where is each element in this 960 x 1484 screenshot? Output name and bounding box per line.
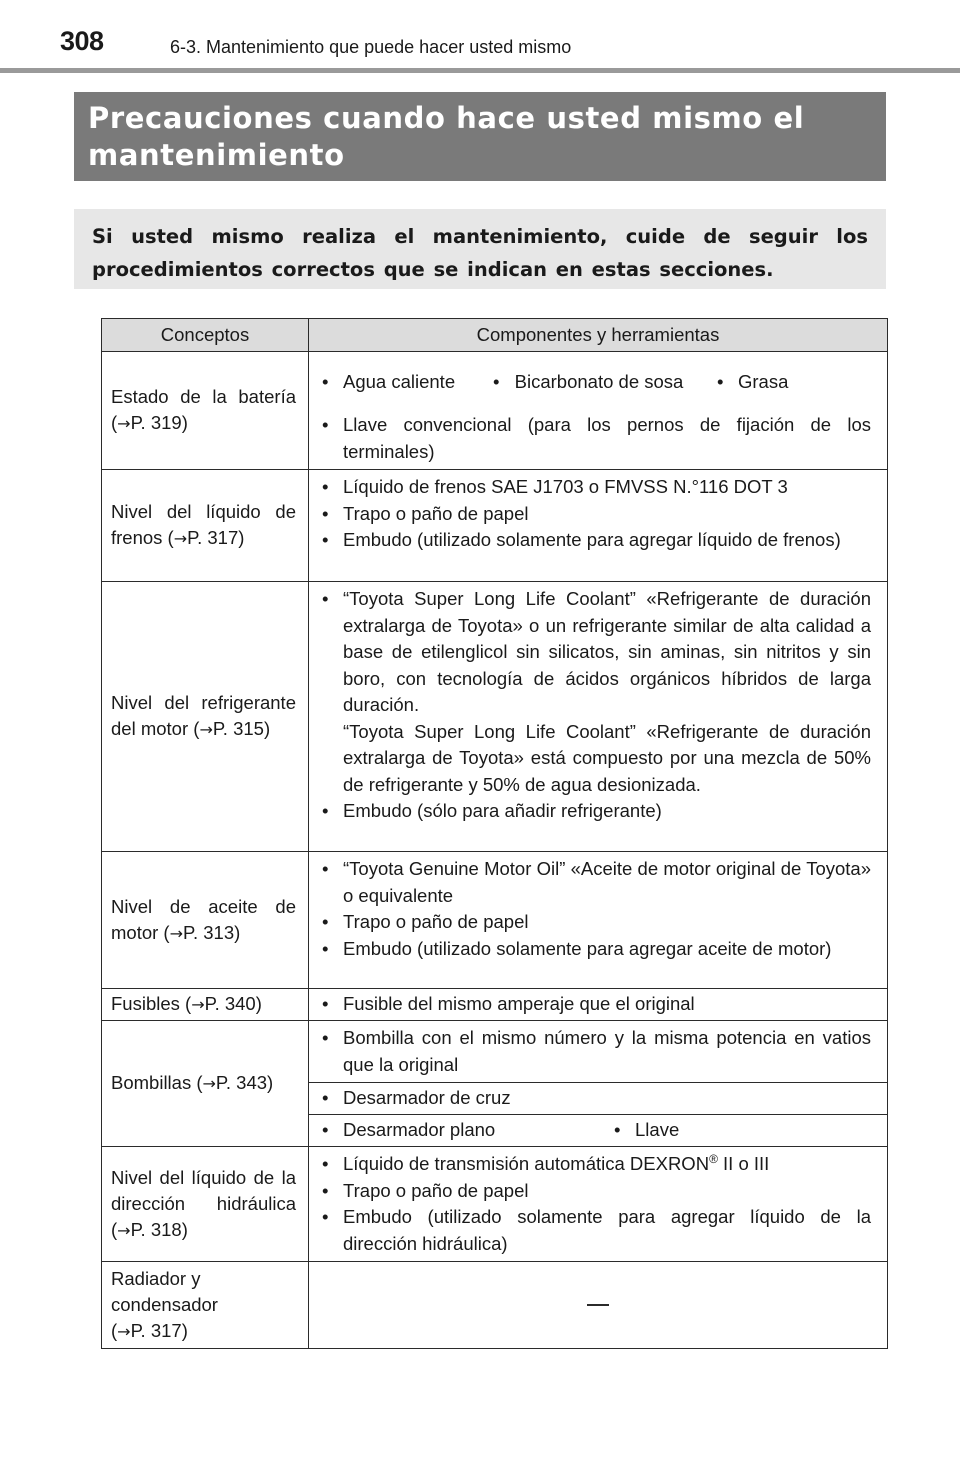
concept-cell: Nivel del líquido de frenos (→P. 317) [102,470,309,582]
list-item: • Embudo (utilizado solamente para agregar líquido de frenos) [317,527,871,554]
table-row [102,582,888,852]
page-reference: P. 317 [187,527,239,548]
list-item: • Trapo o paño de papel [317,909,871,936]
list-item: • Embudo (utilizado solamente para agregar líquido de la dirección hidráulica) [317,1204,871,1257]
concept-cell: Bombillas (→P. 343) [102,1021,309,1147]
list-item: • Bombilla con el mismo número y la misma potencia en vatios que la original [317,1025,871,1078]
item-list [317,586,871,719]
list-item [317,586,871,719]
concept-label: Radiador y condensador [111,1267,218,1315]
arrow-icon: → [173,529,188,548]
page-reference: P. 318 [130,1218,182,1240]
page-reference: P. 319 [130,412,182,433]
table-row [102,852,888,989]
components-cell [309,1021,888,1083]
page-reference: P. 340 [204,993,256,1014]
intro-box [74,209,886,289]
list-item: • Embudo (sólo para añadir refrigerante) [317,798,871,825]
components-cell [309,1147,888,1262]
list-item: • Embudo (utilizado solamente para agregar aceite de motor) [317,936,871,963]
components-cell [309,582,888,852]
components-cell [309,352,888,470]
concept-cell: Estado de la batería (→P. 319) [102,352,309,470]
page-reference: P. 343 [215,1072,268,1093]
concept-label: Fusibles [111,993,180,1014]
concept-label: Nivel del refrigerante del motor [111,692,296,739]
concept-cell: Radiador y condensador (→P. 317) [102,1262,309,1349]
header-concepts: Conceptos [102,319,309,352]
list-item-continuation: “Toyota Super Long Life Coolant” «Refrigerante de duración extralarga de Toyota» está compuesto por una mezcla de 50% de refrigerante y 50% de agua desionizada. [343,720,871,795]
title-band [74,92,886,181]
page-number: 308 [60,26,104,56]
concept-label: Estado de la batería [111,386,296,407]
list-item: • Desarmador de cruz [317,1085,871,1112]
arrow-icon: → [117,1220,131,1240]
item-list [317,1151,871,1257]
inline-items [317,1117,871,1143]
arrow-icon: → [199,720,213,739]
list-item: • Grasa [712,370,788,394]
components-cell [309,852,888,989]
arrow-icon: → [202,1074,216,1093]
list-item: • Trapo o paño de papel [317,501,871,528]
page-reference: P. 315 [212,718,264,739]
inline-items [317,352,871,412]
intro-text: Si usted mismo realiza el mantenimiento, cuide de seguir los procedimientos correctos que se indican en estas secciones. [92,225,868,281]
concept-cell: Nivel del líquido de la dirección hidráulica (→P. 318) [102,1147,309,1262]
list-item: • Llave [609,1117,679,1143]
list-item-text: Líquido de transmisión automática DEXRON [343,1153,710,1174]
table-row [102,1147,888,1262]
table-row [102,470,888,582]
table-row [102,352,888,470]
item-list [317,856,871,962]
list-item-text: II o III [717,1153,770,1174]
concept-label: Nivel del líquido de frenos [111,501,296,548]
list-item: • Bicarbonato de sosa [488,370,684,394]
page-title: Precauciones cuando hace usted mismo el mantenimiento [88,101,805,172]
arrow-icon: → [169,923,184,943]
list-item: • Llave convencional (para los pernos de fijación de los terminales) [317,412,871,465]
registered-mark: ® [709,1151,718,1166]
list-item: • Desarmador plano [317,1117,609,1143]
table-row [102,989,888,1021]
header-components: Componentes y herramientas [309,319,888,352]
empty-dash [587,1304,609,1306]
list-item: • Agua caliente [317,370,488,394]
list-item [317,1151,871,1178]
item-list [317,1025,871,1078]
components-cell [309,1262,888,1349]
arrow-icon: → [191,995,205,1014]
components-cell [309,470,888,582]
item-list [317,991,871,1018]
list-item: • Trapo o paño de papel [317,1178,871,1205]
arrow-icon: → [117,1321,131,1341]
list-item-text: “Toyota Super Long Life Coolant” «Refrigerante de duración extralarga de Toyota» o un refrigerante similar de alta calidad a base de etilenglicol sin silicatos, sin aminas, sin nitritos y sin boro, con tecnología de ácidos orgánicos híbridos de larga duración. [343,588,871,715]
arrow-icon: → [117,414,131,433]
section-label: 6-3. Mantenimiento que puede hacer usted mismo [170,37,572,57]
concept-cell: Nivel del refrigerante del motor (→P. 315) [102,582,309,852]
list-item: • “Toyota Genuine Motor Oil” «Aceite de motor original de Toyota» o equivalente [317,856,871,909]
header-rule [0,68,960,73]
concept-label: Bombillas [111,1072,192,1093]
list-item: • Líquido de frenos SAE J1703 o FMVSS N.°116 DOT 3 [317,474,871,501]
table-row [102,1262,888,1349]
item-list [317,798,871,825]
concept-label: Nivel del líquido de la dirección hidráulica [111,1166,296,1214]
components-cell [309,1083,888,1115]
item-list [317,1085,871,1112]
item-list [317,412,871,465]
page-reference: P. 317 [130,1319,182,1341]
concept-label: Nivel de aceite de motor [111,895,296,943]
page-reference: P. 313 [183,921,235,943]
concept-cell: Fusibles (→P. 340) [102,989,309,1021]
table-row [102,1021,888,1083]
item-list [317,474,871,554]
list-item: • Fusible del mismo amperaje que el original [317,991,871,1018]
components-cell [309,989,888,1021]
components-table [101,318,888,1349]
concept-cell: Nivel de aceite de motor (→P. 313) [102,852,309,989]
components-cell [309,1115,888,1147]
table-header-row [102,319,888,352]
